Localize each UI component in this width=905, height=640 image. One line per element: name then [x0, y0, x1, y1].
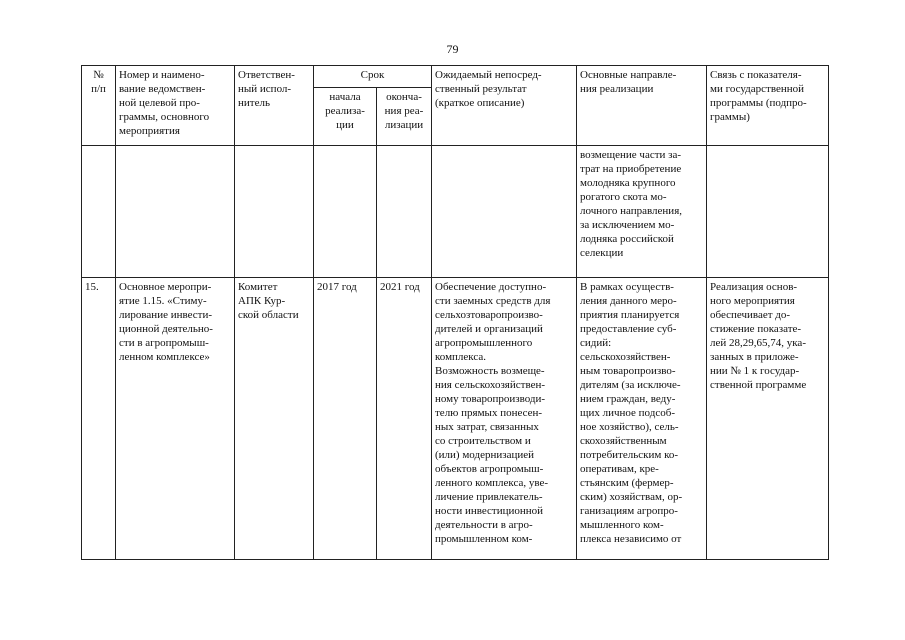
program-activities-table [81, 65, 829, 560]
row-start: 2017 год [314, 278, 377, 560]
header-term: Срок [314, 66, 432, 88]
row-link: Реализация основ- ного мероприятия обеспечивает до- стижение показате- лей 28,29,65,74, ука- занных в приложе- нии № 1 к государ- ственной программе [707, 278, 829, 560]
header-result: Ожидаемый непосред- ственный результат (краткое описание) [432, 66, 577, 146]
row-num: 15. [82, 278, 116, 560]
row-num [82, 146, 116, 278]
row-responsible: Комитет АПК Кур- ской области [235, 278, 314, 560]
row-end: 2021 год [377, 278, 432, 560]
table-row [82, 278, 829, 560]
row-start [314, 146, 377, 278]
header-link: Связь с показателя- ми государственной программы (подпро- граммы) [707, 66, 829, 146]
row-directions: В рамках осуществ- ления данного меро- приятия планируется предоставление суб- сидий: сельскохозяйствен- ным товаропроизво- дителям (за исключе- нием граждан, веду- щих личное подсоб- ное хозяйство), сель- скохозяйственным потребительским ко- оперативам, кре- стьянским (фермер- ским) хозяйствам, ор- ганизациям агропро- мышленного ком- плекса независимо от [577, 278, 707, 560]
row-end [377, 146, 432, 278]
row-responsible [235, 146, 314, 278]
header-row [82, 66, 829, 88]
header-responsible: Ответствен- ный испол- нитель [235, 66, 314, 146]
header-name: Номер и наимено- вание ведомствен- ной целевой про- граммы, основного мероприятия [116, 66, 235, 146]
table-row [82, 146, 829, 278]
page-number: 79 [446, 42, 459, 56]
row-link [707, 146, 829, 278]
row-directions: возмещение части за- трат на приобретение молодняка крупного рогатого скота мо- лочного направления, за исключением мо- лодняка российской селекции [577, 146, 707, 278]
header-num: № п/п [82, 66, 116, 146]
row-name [116, 146, 235, 278]
header-start: начала реализа- ции [314, 88, 377, 146]
row-result [432, 146, 577, 278]
row-result: Обеспечение доступно- сти заемных средств для сельхозтоваропроизво- дителей и организаций агропромышленного комплекса. Возможность возмеще- ния сельскохозяйствен- ному товаропроизводи- телю прямых понесен- ных затрат, связанных со строительством и (или) модернизацией объектов агропромыш- ленного комплекса, уве- личение привлекатель- ности инвестиционной деятельности в агро- промышленном ком- [432, 278, 577, 560]
header-directions: Основные направле- ния реализации [577, 66, 707, 146]
row-name: Основное меропри- ятие 1.15. «Стиму- лирование инвести- ционной деятельно- сти в агропромыш- ленном комплексе» [116, 278, 235, 560]
header-end: оконча- ния реа- лизации [377, 88, 432, 146]
